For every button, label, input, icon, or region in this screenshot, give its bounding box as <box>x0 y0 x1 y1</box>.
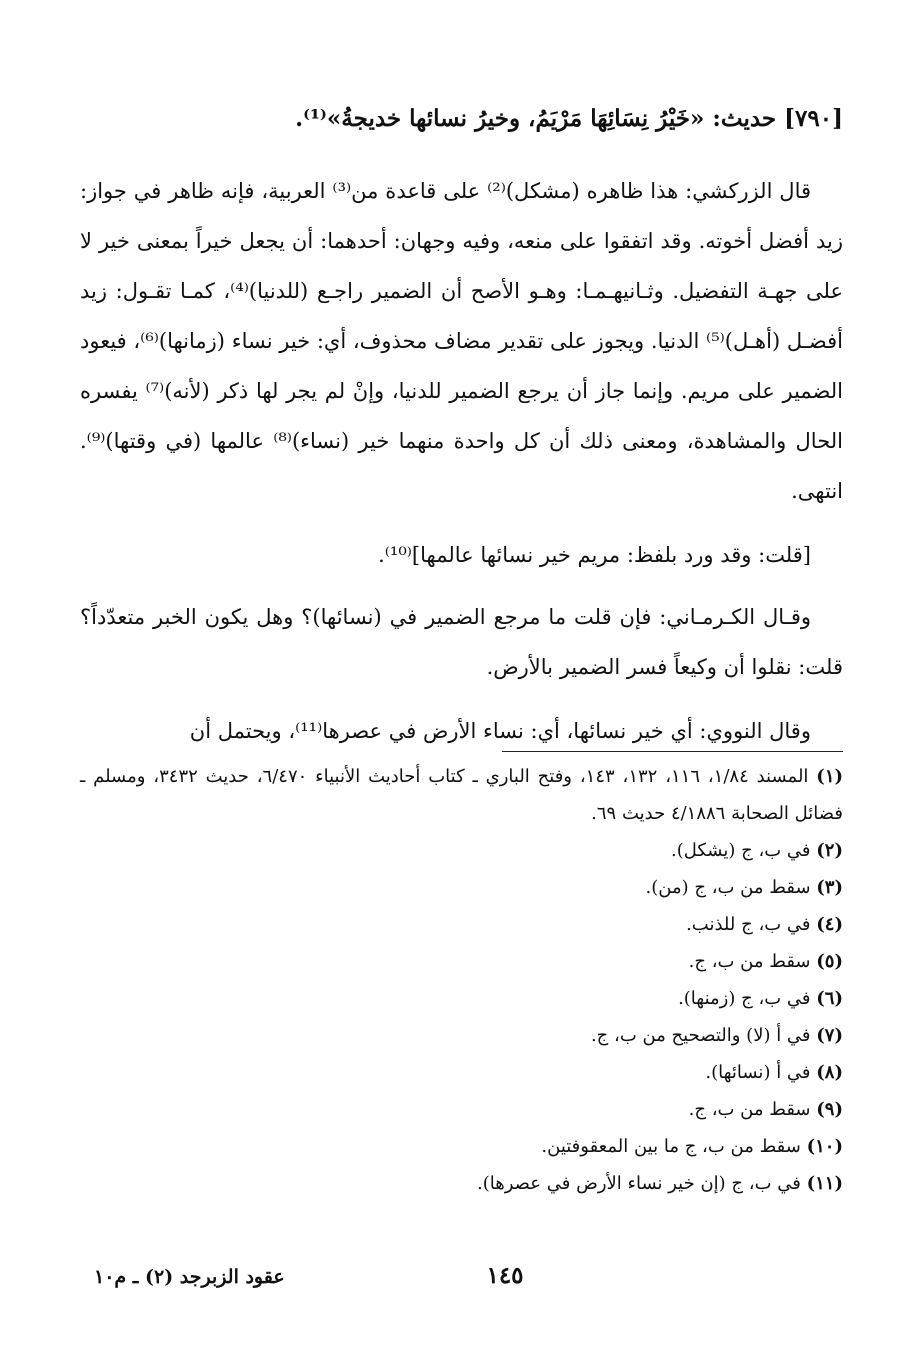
footnote-text: في ب، ج (زمنها). <box>678 988 811 1009</box>
footnote-number: (١) <box>816 766 844 787</box>
paragraph-qultu: [قلت: وقد ورد بلفظ: مريم خير نسائها عالمها]⁽¹⁰⁾. <box>378 543 811 567</box>
footnote-number: (٦) <box>816 988 843 1009</box>
footnote-text: في ب، ج (إن خير نساء الأرض في عصرها). <box>477 1173 801 1194</box>
book-title-footer: عقود الزبرجد (٢) ـ م١٠ <box>94 1266 285 1288</box>
footnote-item <box>80 832 843 869</box>
footnote-item <box>80 1165 843 1202</box>
footnote-number: (٩) <box>816 1099 843 1120</box>
footnote-item <box>80 1091 843 1128</box>
footnote-text: في ب، ج (يشكل). <box>670 840 811 861</box>
footnote-item <box>80 758 843 832</box>
footnote-text: في ب، ج للذنب. <box>686 914 811 935</box>
footnote-item <box>80 1017 843 1054</box>
footnote-item <box>80 980 843 1017</box>
footnote-text: المسند ١/٨٤، ١١٦، ١٣٢، ١٤٣، وفتح الباري ـ كتاب أحاديث الأنبياء ٦/٤٧٠، حديث ٣٤٣٢، ومسلم ـ فضائل الصحابة ٤/١٨٨٦ حديث ٦٩. <box>80 766 843 824</box>
footnote-number: (٧) <box>816 1025 843 1046</box>
footnote-separator <box>502 751 843 752</box>
footnotes-list <box>80 758 843 1202</box>
footnote-text: سقط من ب، ج. <box>688 951 811 972</box>
footnote-item <box>80 1054 843 1091</box>
page-number: ١٤٥ <box>486 1262 524 1289</box>
paragraph-nawawi: وقال النووي: أي خير نسائها، أي: نساء الأرض في عصرها⁽¹¹⁾، ويحتمل أن <box>189 719 811 743</box>
hadith-heading: [٧٩٠] حديث: «خَيْرُ نِسَائِهَا مَرْيَمُ، وخيرُ نسائها خديجةُ»⁽¹⁾. <box>295 105 843 132</box>
footnote-item <box>80 943 843 980</box>
paragraph-zarkashi: قال الزركشي: هذا ظاهره (مشكل)⁽²⁾ على قاعدة من⁽³⁾ العربية، فإنه ظاهر في جواز: زيد أفضل أخوته. وقد اتفقوا على منعه، وفيه وجهان: أحدهما: أن يجعل خيراً بمعنى خير لا على جهـة التفضيل. وثـانيهـمـا: وهـو الأصح أن الضمير راجـع (للدنيا)⁽⁴⁾، كمـا تقـول: زيد أفضـل (أهـل)⁽⁵⁾ الدنيا. ويجوز على تقدير مضاف محذوف، أي: خير نساء (زمانها)⁽⁶⁾، فيعود الضمير على مريم. وإنما جاز أن يرجع الضمير للدنيا، وإنْ لم يجر لها ذكر (لأنه)⁽⁷⁾ يفسره الحال والمشاهدة، ومعنى ذلك أن كل واحدة منهما خير (نساء)⁽⁸⁾ عالمها (في وقتها)⁽⁹⁾. انتهى. <box>80 179 844 503</box>
footnote-number: (٣) <box>816 877 843 898</box>
footnote-text: سقط من ب، ج (من). <box>645 877 811 898</box>
footnote-item <box>80 1128 843 1165</box>
footnote-number: (٨) <box>816 1062 843 1083</box>
footnote-number: (٤) <box>816 914 843 935</box>
footnote-text: في أ (نسائها). <box>705 1062 811 1083</box>
paragraph-kirmani: وقـال الكـرمـاني: فإن قلت ما مرجع الضمير في (نسائها)؟ وهل يكون الخبر متعدّداً؟ قلت: نقلوا أن وكيعاً فسر الضمير بالأرض. <box>80 605 843 679</box>
footnote-number: (١١) <box>806 1173 843 1194</box>
footnote-number: (١٠) <box>806 1136 843 1157</box>
footnote-item <box>80 869 843 906</box>
footnote-text: سقط من ب، ج ما بين المعقوفتين. <box>541 1136 801 1157</box>
footnote-item <box>80 906 843 943</box>
footnote-number: (٥) <box>816 951 843 972</box>
footnote-text: سقط من ب، ج. <box>688 1099 811 1120</box>
footnote-number: (٢) <box>816 840 843 861</box>
footnote-text: في أ (لا) والتصحيح من ب، ج. <box>590 1025 811 1046</box>
main-text <box>80 166 843 770</box>
